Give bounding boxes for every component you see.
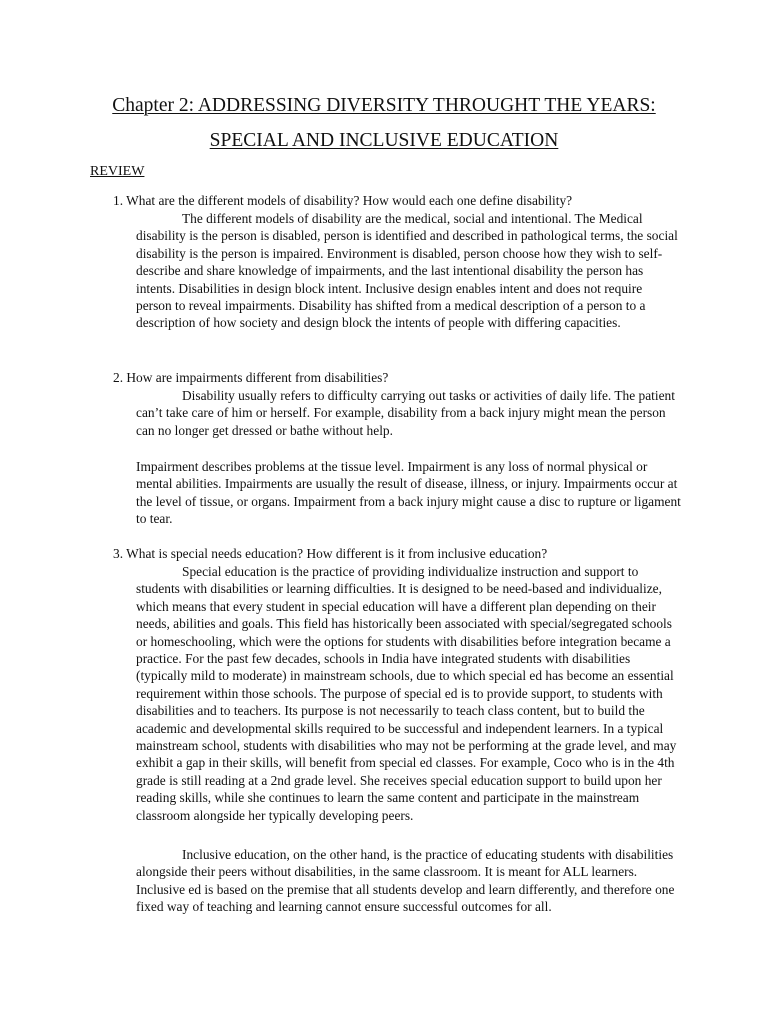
answer-2-paragraph-1: Disability usually refers to difficulty carrying out tasks or activities of daily life. The patient can’t take care of him or herself. For example, disability from a back injury might mean the person can no longer get dressed or bathe without help. — [136, 388, 675, 438]
chapter-title: Chapter 2: ADDRESSING DIVERSITY THROUGHT THE YEARS: — [112, 95, 656, 116]
answer-1-paragraph: The different models of disability are the medical, social and intentional. The Medical disability is the person is disabled, person is identified and described in pathological terms, the social disability is the person is impaired. Environment is disabled, person choose how they wish to self-describe and share knowledge of impairments, and the last intentional disability the person has intents. Disabilities in design block intent. Inclusive design enables intent and does not require person to reveal impairments. Disability has shifted from a medical description of a person to a description of how society and design block the intents of people with differing capacities. — [136, 211, 678, 331]
question-1: 1. What are the different models of disability? How would each one define disability? — [113, 193, 573, 208]
review-heading: REVIEW — [90, 164, 145, 179]
answer-3-paragraph-2: Inclusive education, on the other hand, is the practice of educating students with disabilities alongside their peers without disabilities, in the same classroom. It is meant for ALL learners. Inclusive ed is based on the premise that all students develop and learn differently, and therefore one fixed way of teaching and learning cannot ensure successful outcomes for all. — [136, 847, 675, 915]
answer-2-paragraph-2: Impairment describes problems at the tissue level. Impairment is any loss of normal physical or mental abilities. Impairments are usually the result of disease, illness, or injury. Impairments occur at the level of tissue, or organs. Impairment from a back injury might cause a disc to rupture or ligament to tear. — [136, 459, 681, 527]
chapter-subtitle: SPECIAL AND INCLUSIVE EDUCATION — [209, 130, 559, 151]
question-2: 2. How are impairments different from disabilities? — [113, 370, 389, 385]
answer-3-paragraph-1: Special education is the practice of providing individualize instruction and support to students with disabilities or learning difficulties. It is designed to be need-based and individualize, which means that every student in special education will have a different plan depending on their needs, abilities and goals. This field has historically been associated with special/segregated schools or homeschooling, which were the options for students with disabilities before integration became a practice. For the past few decades, schools in India have integrated students with disabilities (typically mild to moderate) in mainstream schools, due to which special ed has become an essential requirement within those schools. The purpose of special ed is to provide support, to students with disabilities and to teachers. Its purpose is not necessarily to teach class content, but to build the academic and developmental skills required to be successful and independent learners. In a typical mainstream school, students with disabilities who may not be performing at the grade level, and may exhibit a gap in their skills, will benefit from special ed classes. For example, Coco who is in the 4th grade is still reading at a 2nd grade level. She receives special education support to build upon her reading skills, while she continues to learn the same content and participate in the mainstream classroom alongside her typically developing peers. — [136, 564, 677, 823]
question-3: 3. What is special needs education? How different is it from inclusive education? — [113, 546, 548, 561]
